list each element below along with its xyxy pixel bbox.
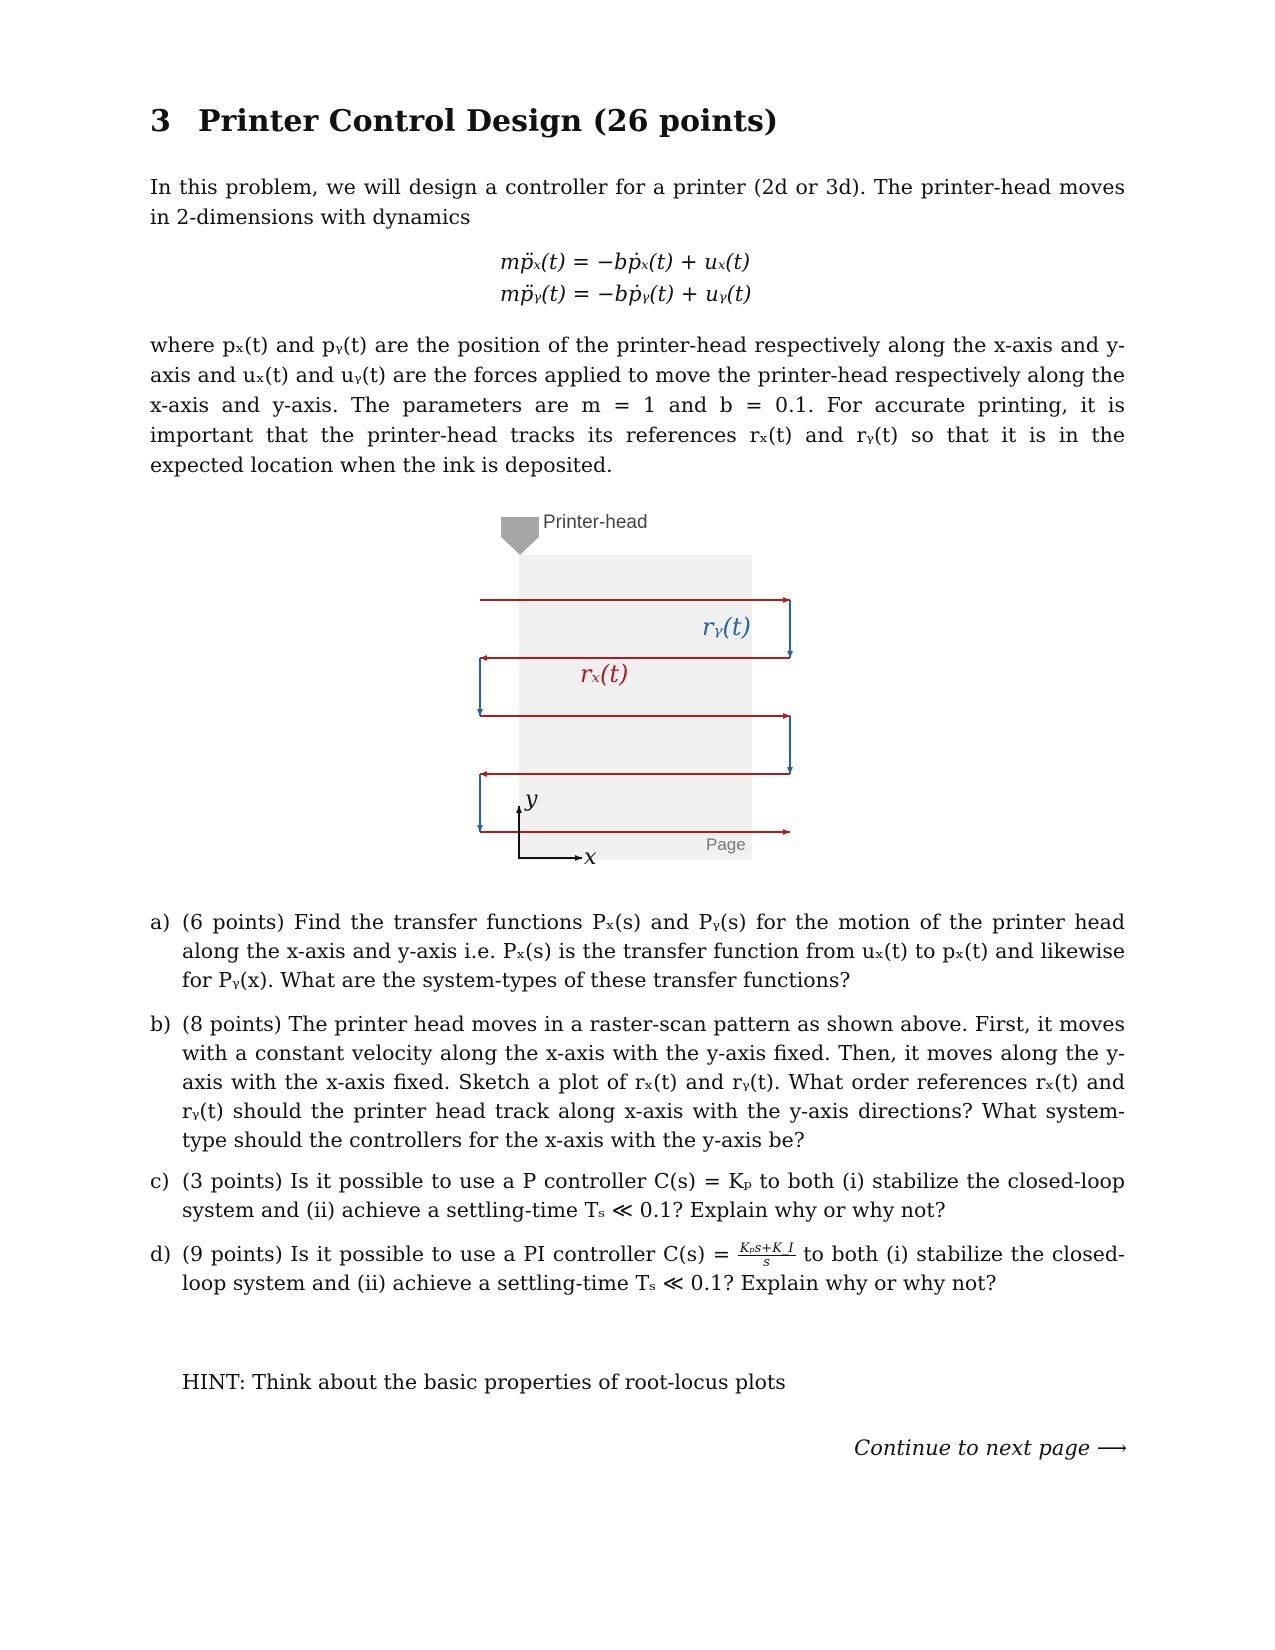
ry-label: rᵧ(t): [702, 613, 751, 641]
question-d-label: d): [150, 1242, 172, 1266]
y-axis-label: y: [525, 787, 538, 812]
section-heading: [150, 104, 778, 139]
question-a-text: (6 points) Find the transfer functions Pₓ(s) and Pᵧ(s) for the motion of the printer head along the x-axis and y-axis i.e. Pₓ(s) is the transfer function from uₓ(t) to pₓ(t) and likewise for Pᵧ(x). What are the system-types of these transfer functions?: [182, 910, 1125, 992]
equation-y: mp̈ᵧ(t) = −bṗᵧ(t) + uᵧ(t): [500, 282, 752, 306]
question-c-text: (3 points) Is it possible to use a P controller C(s) = Kₚ to both (i) stabilize the closed-loop system and (ii) achieve a settling-time Tₛ ≪ 0.1? Explain why or why not?: [182, 1169, 1125, 1222]
question-c-label: c): [150, 1169, 170, 1193]
question-a: [150, 908, 1125, 995]
x-axis-label: x: [584, 845, 597, 870]
raster-scan-figure: [470, 512, 820, 914]
question-d-text: [182, 1240, 1125, 1298]
question-a-label: a): [150, 910, 171, 934]
hint-text: HINT: Think about the basic properties of root-locus plots: [182, 1370, 786, 1394]
question-b-label: b): [150, 1012, 172, 1036]
pi-controller-fraction: [738, 1242, 796, 1269]
page-label: Page: [706, 835, 746, 854]
rx-label: rₓ(t): [580, 660, 629, 688]
equation-x: mp̈ₓ(t) = −bṗₓ(t) + uₓ(t): [500, 250, 751, 274]
question-d-text-before: (9 points) Is it possible to use a PI controller C(s) =: [182, 1242, 731, 1266]
description-paragraph: where pₓ(t) and pᵧ(t) are the position of the printer-head respectively along the x-axis and y-axis and uₓ(t) and uᵧ(t) are the forces applied to move the printer-head respectively along the x-axis and y-axis. The parameters are m = 1 and b = 0.1. For accurate printing, it is important that the printer-head tracks its references rₓ(t) and rᵧ(t) so that it is in the expected location when the ink is deposited.: [150, 333, 1125, 477]
continue-footer: Continue to next page ⟶: [854, 1436, 1127, 1460]
question-c: [150, 1167, 1125, 1225]
question-b-text: (8 points) The printer head moves in a raster-scan pattern as shown above. First, it moves with a constant velocity along the x-axis with the y-axis fixed. Then, it moves along the y-axis with the x-axis fixed. Sketch a plot of rₓ(t) and rᵧ(t). What order references rₓ(t) and rᵧ(t) should the printer head track along x-axis with the y-axis directions? What system-type should the controllers for the x-axis with the y-axis be?: [182, 1012, 1125, 1152]
printer-head-label: Printer-head: [543, 512, 648, 533]
section-title: Printer Control Design (26 points): [198, 104, 779, 139]
dynamics-equations: [500, 246, 751, 310]
section-number: 3: [150, 104, 171, 139]
question-d-text-after: to both (i) stabilize the closed-loop system and (ii) achieve a settling-time Tₛ ≪ 0.1? Explain why or why not?: [182, 1242, 1125, 1295]
question-b: [150, 1010, 1125, 1155]
question-d: [150, 1240, 1125, 1298]
intro-paragraph: In this problem, we will design a controller for a printer (2d or 3d). The printer-head moves in 2-dimensions with dynamics: [150, 175, 1125, 229]
fraction-numerator: Kₚs+K_I: [739, 1241, 794, 1256]
printer-head-icon: [501, 517, 539, 555]
fraction-denominator: s: [763, 1255, 770, 1270]
